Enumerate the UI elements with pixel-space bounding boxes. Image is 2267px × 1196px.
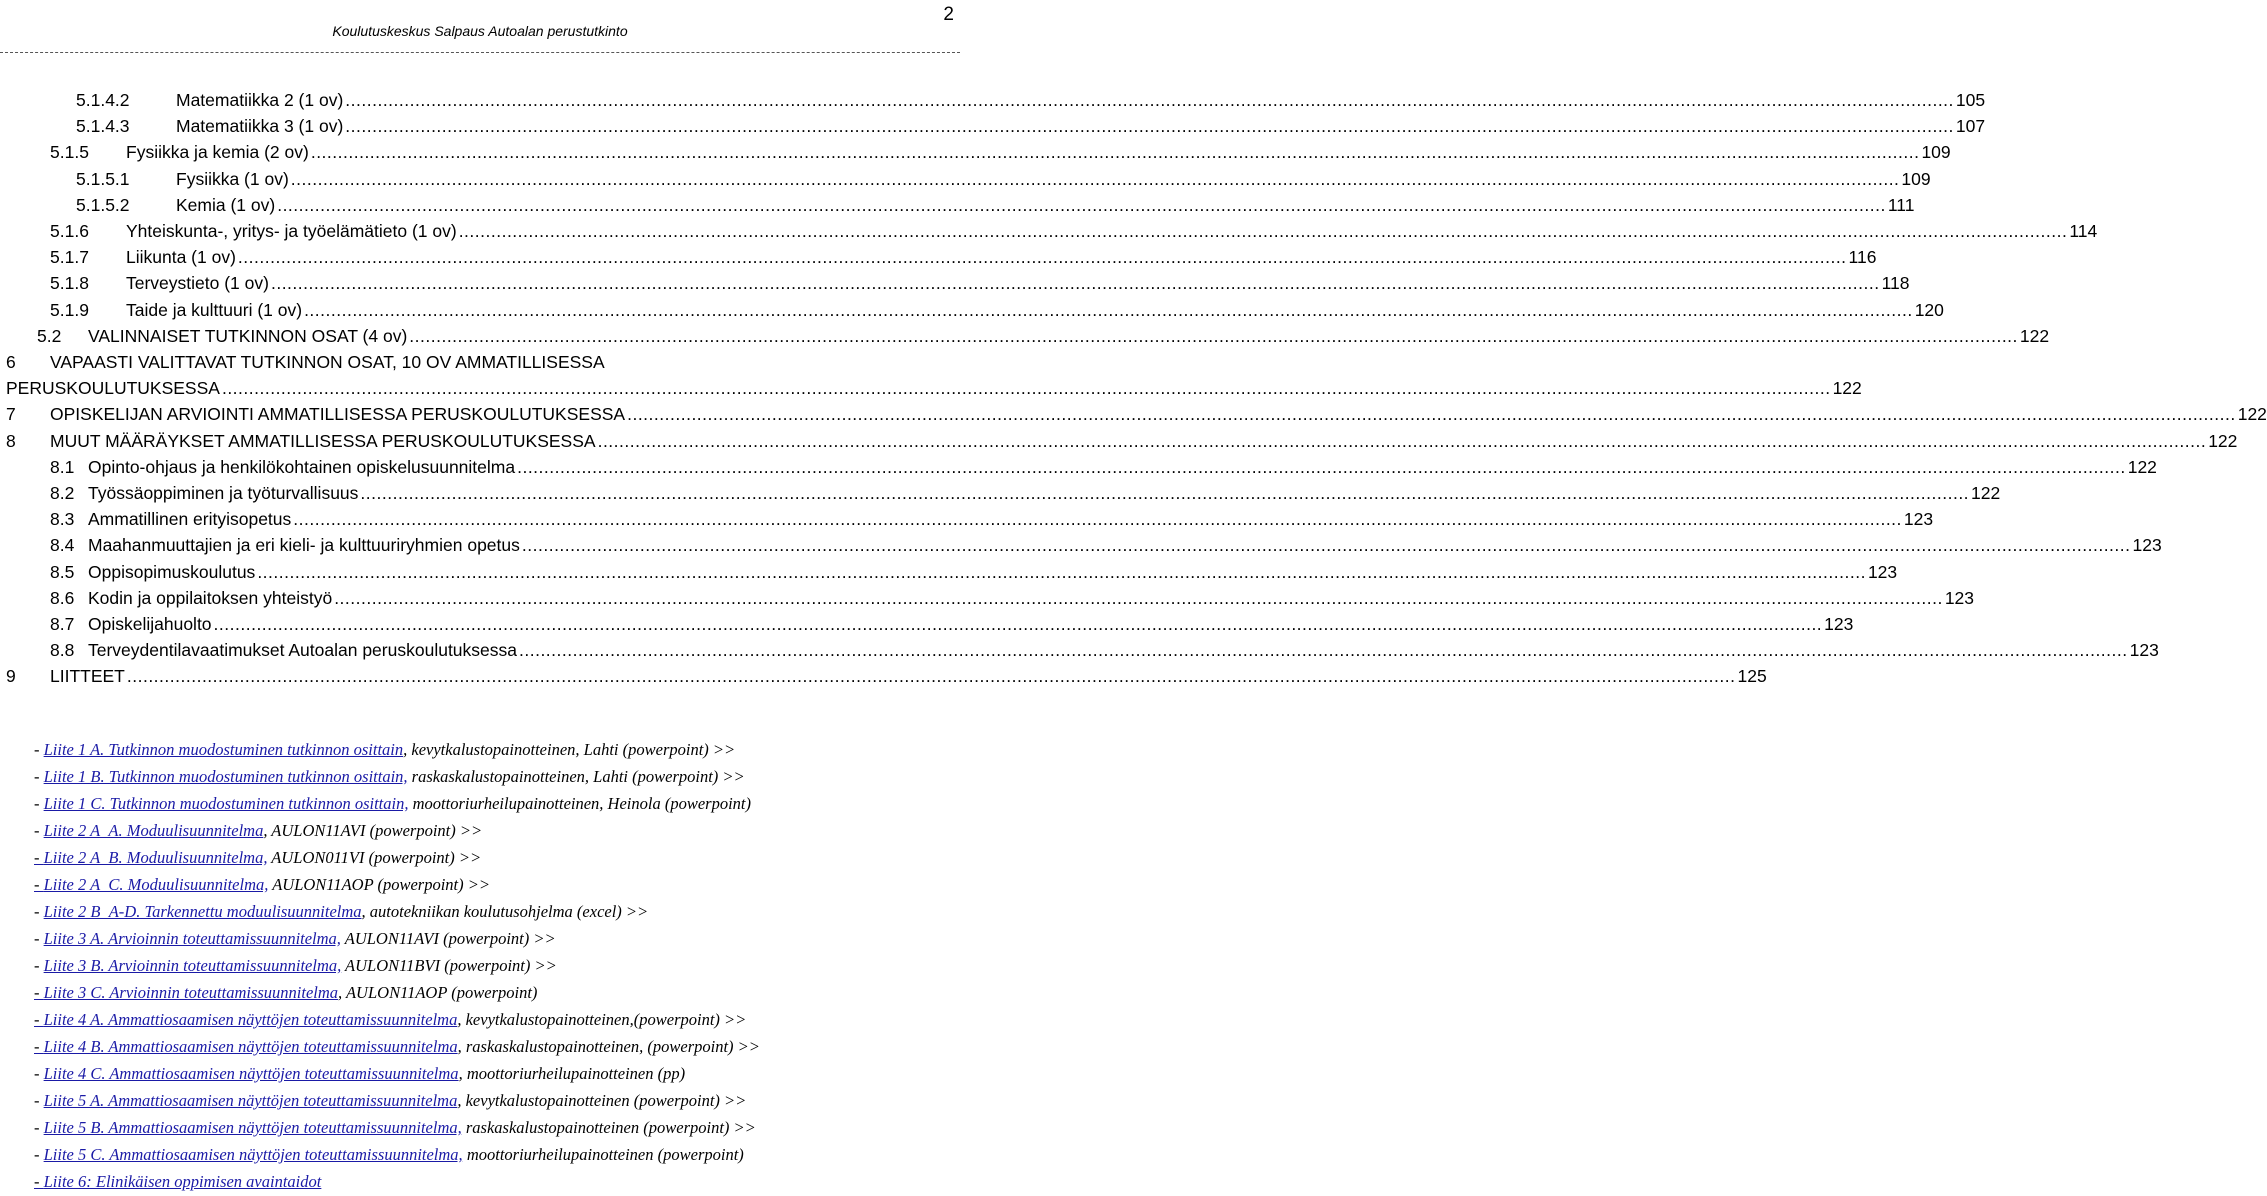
toc-entry-title: Matematiikka 2 (1 ov) [176, 90, 344, 110]
toc-dot-leader: ............................................................................................................................................................................................................................................................................................................ [627, 404, 2236, 425]
toc-entry-page: 122 [2237, 404, 2267, 425]
toc-entry-title: Terveydentilavaatimukset Autoalan peruskoulutuksessa [88, 640, 517, 661]
attachment-description: , moottoriurheilupainotteinen (pp) [458, 1064, 686, 1083]
attachment-link-text: Liite 2 A_C. Moduulisuunnitelma, [43, 875, 269, 894]
toc-entry [0, 297, 1944, 323]
attachment-link[interactable] [44, 1091, 458, 1110]
attachment-description: raskaskalustopainotteinen (powerpoint) >> [461, 1118, 756, 1137]
attachment-item [34, 1087, 954, 1114]
toc-entry-title: Yhteiskunta-, yritys- ja työelämätieto (1 ov) [126, 221, 457, 241]
attachment-link-text: Liite 3 B. Arvioinnin toteuttamissuunnitelma, [43, 956, 342, 975]
toc-entry-number: 5.1.8 [50, 273, 89, 294]
toc-dot-leader: ............................................................................................................................................................................................................................................................................................................ [345, 116, 1954, 137]
attachment-description: raskaskalustopainotteinen, Lahti (powerpoint) >> [407, 767, 745, 786]
attachment-item [34, 925, 954, 952]
toc-entry-title: Ammatillinen erityisopetus [88, 509, 292, 530]
attachment-item [34, 1033, 954, 1060]
toc-entry-page: 123 [2129, 640, 2159, 661]
toc-entry-title: MUUT MÄÄRÄYKSET AMMATILLISESSA PERUSKOULUTUKSESSA [50, 430, 596, 451]
toc-entry-number: 6 [6, 352, 16, 372]
toc-dot-leader: ............................................................................................................................................................................................................................................................................................................ [409, 325, 2018, 346]
toc-dot-leader: ............................................................................................................................................................................................................................................................................................................ [290, 168, 1900, 189]
attachment-description: AULON11AVI (powerpoint) >> [340, 929, 556, 948]
toc-entry-number: 5.1.4.3 [76, 116, 130, 137]
toc-entry-number: 5.1.5.1 [76, 168, 130, 189]
toc-entry [0, 428, 2238, 454]
toc-entry-page: 109 [1901, 168, 1931, 189]
attachment-link[interactable] [34, 983, 338, 1002]
attachment-item [34, 1006, 954, 1033]
attachments-list [34, 736, 954, 1195]
attachment-link-text: Liite 3 C. Arvioinnin toteuttamissuunnitelma [43, 983, 339, 1002]
attachment-link[interactable] [34, 1037, 458, 1056]
running-header: Koulutuskeskus Salpaus Autoalan perustutkinto [332, 23, 628, 39]
attachment-description: , kevytkalustopainotteinen,(powerpoint) >> [457, 1010, 747, 1029]
toc-entry-number: 5.1.7 [50, 247, 89, 268]
toc-entry-number: 8 [6, 430, 16, 451]
attachment-item [34, 736, 954, 763]
toc-dot-leader: ............................................................................................................................................................................................................................................................................................................ [293, 509, 1902, 530]
toc-entry-number: 9 [6, 666, 16, 687]
attachment-item [34, 1060, 954, 1087]
toc-dot-leader: ............................................................................................................................................................................................................................................................................................................ [517, 456, 2126, 477]
attachment-item [34, 898, 954, 925]
attachment-item [34, 952, 954, 979]
attachment-link[interactable] [44, 821, 264, 840]
attachment-item [34, 817, 954, 844]
toc-entry-page: 122 [2208, 430, 2238, 451]
attachment-link[interactable] [44, 956, 342, 975]
toc-entry [0, 585, 1975, 611]
attachment-dash: - [34, 740, 44, 759]
attachment-dash: - [34, 1118, 44, 1137]
attachment-item [34, 844, 954, 871]
attachment-dash: - [34, 875, 44, 894]
attachment-link[interactable] [44, 794, 409, 813]
attachment-dash: - [34, 983, 44, 1002]
toc-entry-title: PERUSKOULUTUKSESSA [6, 378, 220, 399]
attachment-description: , autotekniikan koulutusohjelma (excel) >> [361, 902, 649, 921]
attachment-description: , AULON11AOP (powerpoint) [338, 983, 538, 1002]
toc-dot-leader: ............................................................................................................................................................................................................................................................................................................ [360, 483, 1970, 503]
attachment-dash: - [34, 794, 44, 813]
attachment-link-text: Liite 3 A. Arvioinnin toteuttamissuunnitelma, [43, 929, 341, 948]
attachment-description: , AULON11AVI (powerpoint) >> [263, 821, 483, 840]
toc-entry-number: 8.2 [50, 483, 75, 503]
attachment-link-text: Liite 1 C. Tutkinnon muodostuminen tutkinnon osittain, [43, 794, 409, 813]
attachment-item [34, 1141, 954, 1168]
attachment-description: , kevytkalustopainotteinen, Lahti (powerpoint) >> [403, 740, 736, 759]
toc-dot-leader: ............................................................................................................................................................................................................................................................................................................ [519, 640, 2128, 661]
toc-entry-page: 125 [1737, 666, 1767, 687]
attachment-description: moottoriurheilupainotteinen, Heinola (powerpoint) [408, 794, 751, 813]
toc-entry-title: Kemia (1 ov) [176, 194, 276, 215]
attachment-link-text: Liite 4 A. Ammattiosaamisen näyttöjen toteuttamissuunnitelma [43, 1010, 458, 1029]
attachment-item [34, 1114, 954, 1141]
toc-entry [0, 139, 1951, 165]
toc-entry-title: Kodin ja oppilaitoksen yhteistyö [88, 587, 333, 608]
attachment-dash: - [34, 902, 44, 921]
attachment-description: , raskaskalustopainotteinen, (powerpoint) >> [457, 1037, 760, 1056]
toc-entry [0, 454, 2157, 480]
attachment-dash: - [34, 848, 44, 867]
toc-dot-leader: ............................................................................................................................................................................................................................................................................................................ [221, 378, 1831, 399]
attachment-dash: - [34, 1145, 44, 1164]
toc-entry [0, 663, 1767, 689]
toc-entry [0, 218, 2098, 244]
attachment-link-text: Liite 6: Elinikäisen oppimisen avaintaidot [43, 1172, 322, 1191]
page-number: 2 [943, 4, 954, 25]
attachment-link[interactable] [44, 1064, 459, 1083]
toc-entry-number: 8.8 [50, 640, 75, 661]
toc-entry-title: Opinto-ohjaus ja henkilökohtainen opiskelusuunnitelma [88, 456, 516, 477]
toc-entry-title: Liikunta (1 ov) [126, 247, 236, 268]
toc-dot-leader: ............................................................................................................................................................................................................................................................................................................ [237, 247, 1847, 268]
attachment-link[interactable] [44, 740, 404, 759]
attachment-link-text: Liite 4 C. Ammattiosaamisen näyttöjen toteuttamissuunnitelma [43, 1064, 459, 1083]
attachment-link-text: Liite 1 B. Tutkinnon muodostuminen tutkinnon osittain, [43, 767, 408, 786]
toc-entry-page: 123 [1903, 509, 1934, 530]
toc-entry-page: 123 [1824, 614, 1854, 634]
toc-entry [0, 611, 1854, 637]
attachment-link[interactable] [44, 1145, 463, 1164]
attachment-description: AULON11BVI (powerpoint) >> [341, 956, 557, 975]
toc-dot-leader: ............................................................................................................................................................................................................................................................................................................ [304, 299, 1913, 320]
toc-entry-page: 116 [1848, 247, 1877, 268]
toc-entry-title: VAPAASTI VALITTAVAT TUTKINNON OSAT, 10 OV AMMATILLISESSA [50, 352, 605, 372]
attachment-item [34, 790, 954, 817]
toc-entry-number: 5.1.6 [50, 221, 89, 241]
toc-entry [0, 166, 1931, 192]
toc-entry-page: 107 [1955, 116, 1986, 137]
attachment-dash: - [34, 1010, 44, 1029]
toc-entry-number: 5.1.5 [50, 142, 89, 163]
toc-entry-page: 114 [2069, 221, 2098, 241]
toc-entry [0, 375, 1862, 401]
toc-entry [0, 113, 1986, 139]
attachment-dash: - [34, 929, 44, 948]
attachment-item [34, 871, 954, 898]
toc-entry [0, 401, 2267, 427]
toc-entry-title: Terveystieto (1 ov) [126, 273, 269, 294]
attachment-dash: - [34, 1037, 44, 1056]
toc-dot-leader: ............................................................................................................................................................................................................................................................................................................ [345, 90, 1954, 110]
attachment-link[interactable] [44, 1118, 462, 1137]
toc-dot-leader: ............................................................................................................................................................................................................................................................................................................ [310, 142, 1920, 163]
attachment-item [34, 1168, 954, 1195]
attachment-link-text: Liite 1 A. Tutkinnon muodostuminen tutkinnon osittain [43, 740, 404, 759]
toc-entry-page: 105 [1955, 90, 1986, 110]
toc-entry-page: 122 [1971, 483, 2001, 503]
attachment-link[interactable] [34, 848, 267, 867]
toc-entry [0, 506, 1934, 532]
toc-entry [0, 349, 960, 375]
toc-entry [0, 270, 1910, 296]
attachment-link-text: Liite 4 B. Ammattiosaamisen näyttöjen toteuttamissuunnitelma [43, 1037, 458, 1056]
toc-entry [0, 323, 2050, 349]
attachment-link-text: Liite 2 A_B. Moduulisuunnitelma, [43, 848, 268, 867]
toc-dot-leader: ............................................................................................................................................................................................................................................................................................................ [277, 194, 1886, 215]
toc-entry-title: LIITTEET [50, 666, 125, 687]
attachment-dash: - [34, 1091, 44, 1110]
toc-entry-title: Oppisopimuskoulutus [88, 561, 256, 582]
attachment-link-text: Liite 5 A. Ammattiosaamisen näyttöjen toteuttamissuunnitelma [43, 1091, 458, 1110]
attachment-link-text: Liite 2 B_A-D. Tarkennettu moduulisuunnitelma [43, 902, 362, 921]
attachment-link[interactable] [44, 767, 408, 786]
toc-entry [0, 637, 2159, 663]
attachment-item [34, 763, 954, 790]
toc-entry-title: Opiskelijahuolto [88, 614, 212, 634]
toc-dot-leader: ............................................................................................................................................................................................................................................................................................................ [257, 561, 1866, 582]
toc-entry-number: 5.1.9 [50, 299, 89, 320]
toc-entry-number: 5.1.5.2 [76, 194, 130, 215]
attachment-description: AULON11AOP (powerpoint) >> [268, 875, 491, 894]
toc-entry [0, 532, 2162, 558]
toc-dot-leader: ............................................................................................................................................................................................................................................................................................................ [270, 273, 1880, 294]
attachment-dash: - [34, 1172, 44, 1191]
attachment-link[interactable] [44, 929, 341, 948]
toc-entry-title: OPISKELIJAN ARVIOINTI AMMATILLISESSA PERUSKOULUTUKSESSA [50, 404, 626, 425]
attachment-dash: - [34, 767, 44, 786]
attachment-description: , kevytkalustopainotteinen (powerpoint) >> [457, 1091, 747, 1110]
toc-entry [0, 244, 1877, 270]
attachment-dash: - [34, 1064, 44, 1083]
attachment-link[interactable] [34, 1010, 457, 1029]
attachment-link-text: Liite 2 A_A. Moduulisuunnitelma [43, 821, 264, 840]
toc-entry-page: 109 [1921, 142, 1951, 163]
attachment-link[interactable] [44, 902, 362, 921]
toc-entry-number: 8.4 [50, 535, 75, 556]
toc-entry-page: 122 [2127, 456, 2157, 477]
toc-entry-page: 111 [1887, 194, 1915, 215]
toc-entry-number: 8.3 [50, 509, 75, 530]
toc-entry-page: 123 [1867, 561, 1898, 582]
toc-entry [0, 87, 1986, 113]
attachment-description: AULON011VI (powerpoint) >> [267, 848, 482, 867]
toc-dot-leader: ............................................................................................................................................................................................................................................................................................................ [597, 430, 2207, 451]
toc-entry-number: 8.6 [50, 587, 75, 608]
attachment-dash: - [34, 821, 44, 840]
toc-entry-number: 8.1 [50, 456, 75, 477]
attachment-item [34, 979, 954, 1006]
header-rule [0, 52, 960, 53]
toc-entry-page: 122 [1832, 378, 1862, 399]
attachment-link-text: Liite 5 C. Ammattiosaamisen näyttöjen toteuttamissuunnitelma, [43, 1145, 463, 1164]
toc-entry-title: Maahanmuuttajien ja eri kieli- ja kulttuuriryhmien opetus [88, 535, 520, 556]
attachment-link-text: Liite 5 B. Ammattiosaamisen näyttöjen toteuttamissuunnitelma, [43, 1118, 462, 1137]
toc-entry-page: 123 [1944, 587, 1975, 608]
attachment-dash: - [34, 956, 44, 975]
toc-dot-leader: ............................................................................................................................................................................................................................................................................................................ [126, 666, 1736, 687]
toc-entry-page: 123 [2132, 535, 2162, 556]
toc-entry-page: 118 [1881, 273, 1910, 294]
toc-entry-title: Työssäoppiminen ja työturvallisuus [88, 483, 359, 503]
toc-entry-number: 5.1.4.2 [76, 90, 130, 110]
toc-entry-number: 8.7 [50, 614, 75, 634]
toc-entry-title: VALINNAISET TUTKINNON OSAT (4 ov) [88, 325, 408, 346]
toc-entry [0, 480, 2001, 506]
toc-entry-number: 7 [6, 404, 16, 425]
attachment-link[interactable] [34, 875, 268, 894]
toc-entry-page: 120 [1914, 299, 1944, 320]
toc-dot-leader: ............................................................................................................................................................................................................................................................................................................ [334, 587, 1943, 608]
toc-entry-title: Taide ja kulttuuri (1 ov) [126, 299, 303, 320]
toc-entry [0, 559, 1898, 585]
attachment-link[interactable] [34, 1172, 321, 1191]
toc-entry-title: Fysiikka (1 ov) [176, 168, 289, 189]
toc-entry-title: Matematiikka 3 (1 ov) [176, 116, 344, 137]
toc-entry-page: 122 [2019, 325, 2050, 346]
toc-entry-number: 5.2 [37, 325, 62, 346]
toc-entry-number: 8.5 [50, 561, 75, 582]
toc-entry [0, 192, 1915, 218]
toc-dot-leader: ............................................................................................................................................................................................................................................................................................................ [213, 614, 1823, 634]
attachment-description: moottoriurheilupainotteinen (powerpoint) [462, 1145, 744, 1164]
toc-dot-leader: ............................................................................................................................................................................................................................................................................................................ [521, 535, 2131, 556]
toc-entry-title: Fysiikka ja kemia (2 ov) [126, 142, 309, 163]
toc-dot-leader: ............................................................................................................................................................................................................................................................................................................ [458, 221, 2068, 241]
